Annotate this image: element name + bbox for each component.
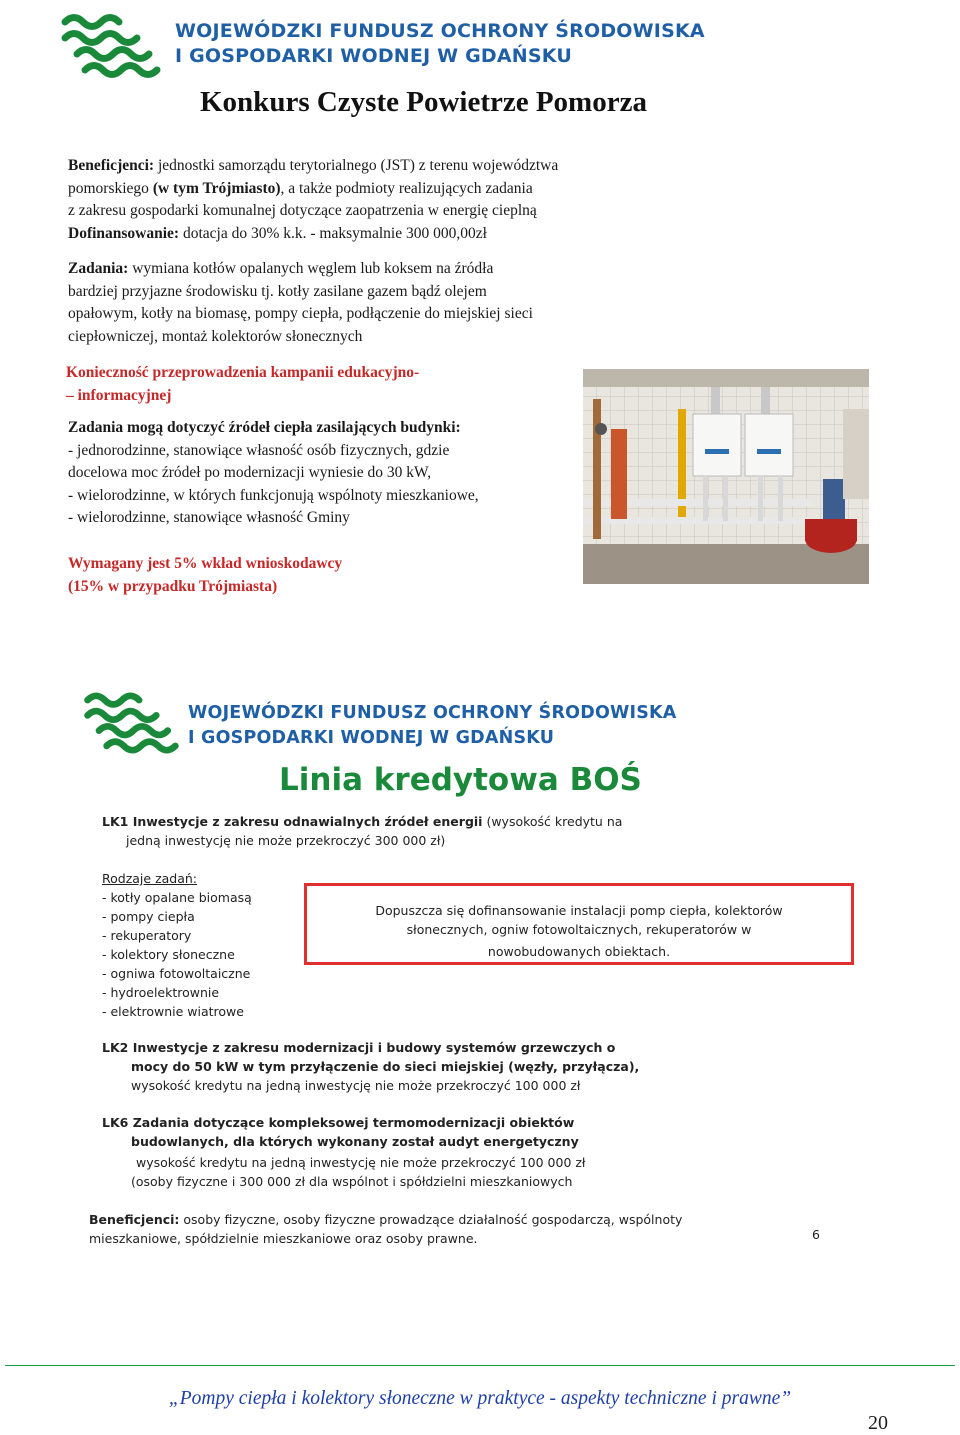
info-box-line3: nowobudowanych obiektach. [487, 944, 671, 959]
wymagany-line2: (15% w przypadku Trójmiasta) [68, 577, 278, 595]
beneficjenci-line2a: pomorskiego [68, 179, 153, 197]
beneficjenci-line2c: , a także podmioty realizujących zadania [280, 179, 533, 197]
org-name-line1: WOJEWÓDZKI FUNDUSZ OCHRONY ŚRODOWISKA [175, 20, 705, 42]
zadania-label: Zadania: [68, 260, 129, 277]
wymagany-line1: Wymagany jest 5% wkład wnioskodawcy [68, 555, 343, 572]
org-name-line2: I GOSPODARKI WODNEJ W GDAŃSKU [175, 45, 572, 67]
zadania-line3: opałowym, kotły na biomasę, pompy ciepła, podłączenie do miejskiej sieci [68, 305, 533, 322]
page-number: 20 [868, 1412, 888, 1434]
rodzaje-item: - kotły opalane biomasą [102, 890, 252, 905]
rodzaje-item: - elektrownie wiatrowe [102, 1004, 244, 1019]
dofinansowanie-text: dotacja do 30% k.k. - maksymalnie 300 000,00zł [179, 224, 487, 242]
lk2-line2: mocy do 50 kW w tym przyłączenie do sieci miejskiej (węzły, przyłącza), [131, 1059, 640, 1074]
rodzaje-item: - pompy ciepła [102, 909, 195, 924]
boiler-room-photo [583, 369, 869, 584]
info-box-line1: Dopuszcza się dofinansowanie instalacji pomp ciepła, kolektorów [375, 903, 783, 918]
list-item: - jednorodzinne, stanowiące własność osób fizycznych, gdzie [68, 441, 450, 459]
lk2-line3: wysokość kredytu na jedną inwestycję nie może przekroczyć 100 000 zł [131, 1078, 581, 1093]
lk1-rest: (wysokość kredytu na [482, 814, 623, 829]
wfosigw-logo [55, 6, 165, 86]
zadania-line4: ciepłowniczej, montaż kolektorów słonecznych [68, 327, 363, 345]
lk6-line3: wysokość kredytu na jedną inwestycję nie może przekroczyć 100 000 zł [136, 1155, 586, 1170]
rodzaje-item: - kolektory słoneczne [102, 947, 235, 962]
list-item: docelowa moc źródeł po modernizacji wyniesie do 30 kW, [68, 464, 432, 481]
lk1-line2: jedną inwestycję nie może przekroczyć 300 000 zł) [126, 833, 446, 848]
slide2-title: Linia kredytowa BOŚ [279, 762, 642, 798]
beneficjenci-line3: z zakresu gospodarki komunalnej dotyczące zaopatrzenia w energię cieplną [68, 202, 537, 219]
org-name-line1: WOJEWÓDZKI FUNDUSZ OCHRONY ŚRODOWISKA [188, 703, 677, 723]
zadania-block [68, 258, 698, 348]
list-item: - wielorodzinne, stanowiące własność Gminy [68, 509, 350, 526]
zadania-line1: wymiana kotłów opalanych węglem lub koksem na źródła [128, 260, 494, 277]
lk1-bold: LK1 Inwestycje z zakresu odnawialnych źródeł energii [102, 814, 483, 829]
lk6-line2: budowlanych, dla których wykonany został audyt energetyczny [131, 1134, 579, 1149]
beneficjenci-block [68, 155, 698, 245]
footer-title: „Pompy ciepła i kolektory słoneczne w praktyce - aspekty techniczne i prawne” [168, 1388, 792, 1409]
beneficjenci-line1: jednostki samorządu terytorialnego (JST) z terenu województwa [154, 157, 559, 174]
lk2-line1: LK2 Inwestycje z zakresu modernizacji i budowy systemów grzewczych o [102, 1040, 616, 1055]
rodzaje-item: - hydroelektrownie [102, 985, 220, 1000]
org-name-line2: I GOSPODARKI WODNEJ W GDAŃSKU [188, 728, 555, 748]
list-item: - wielorodzinne, w których funkcjonują wspólnoty mieszkaniowe, [68, 486, 479, 504]
lk1-line1 [102, 814, 622, 829]
slide-number: 6 [812, 1227, 820, 1242]
lk6-line4: (osoby fizyczne i 300 000 zł dla wspólnot i spółdzielni mieszkaniowych [131, 1174, 573, 1189]
beneficjenci-label: Beneficjenci: [68, 157, 155, 174]
slide1-title: Konkurs Czyste Powietrze Pomorza [200, 86, 647, 118]
koniecznosc-line2: – informacyjnej [66, 386, 172, 404]
benef-label: Beneficjenci: [89, 1212, 180, 1227]
rodzaje-item: - rekuperatory [102, 928, 192, 943]
info-box [304, 883, 854, 965]
zadania-moga-block [68, 417, 578, 530]
rodzaje-label: Rodzaje zadań: [102, 871, 198, 886]
zadania-moga-heading: Zadania mogą dotyczyć źródeł ciepła zasilających budynki: [68, 419, 461, 436]
rodzaje-item: - ogniwa fotowoltaiczne [102, 966, 251, 981]
koniecznosc-line1: Konieczność przeprowadzenia kampanii edukacyjno- [66, 364, 420, 381]
benef-line2: mieszkaniowe, spółdzielnie mieszkaniowe oraz osoby prawne. [89, 1231, 478, 1246]
lk6-line1: LK6 Zadania dotyczące kompleksowej termomodernizacji obiektów [102, 1115, 575, 1130]
info-box-line2: słonecznych, ogniw fotowoltaicznych, rekuperatorów w [406, 922, 752, 937]
zadania-line2: bardziej przyjazne środowisku tj. kotły zasilane gazem bądź olejem [68, 282, 487, 300]
footer-rule [5, 1365, 955, 1366]
dofinansowanie-label: Dofinansowanie: [68, 224, 180, 242]
benef-text: osoby fizyczne, osoby fizyczne prowadzące działalność gospodarczą, wspólnoty [179, 1212, 683, 1227]
benef-line1 [89, 1212, 682, 1227]
beneficjenci-line2b: (w tym Trójmiasto) [152, 179, 281, 197]
wfosigw-logo [78, 683, 183, 763]
